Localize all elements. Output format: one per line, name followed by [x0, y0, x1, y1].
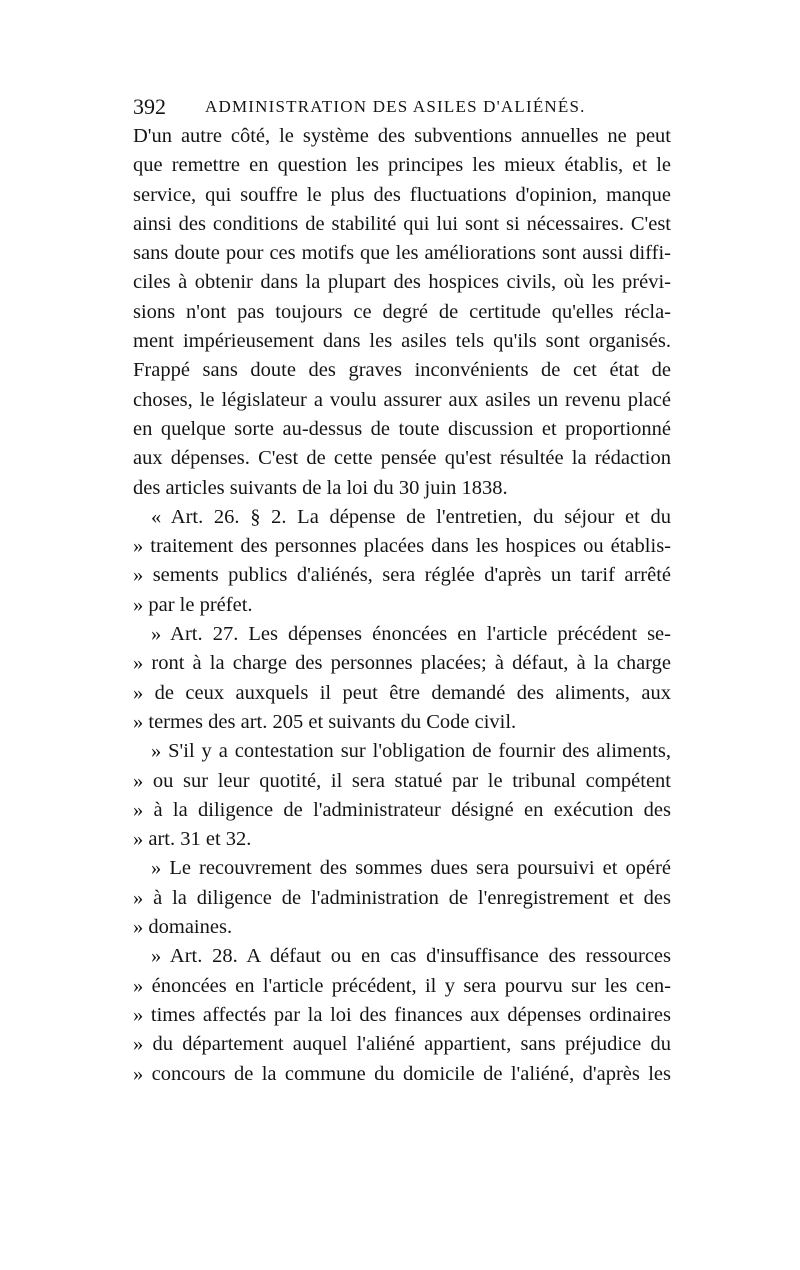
text-line: » ront à la charge des personnes placées; à défaut, à la charge [133, 652, 671, 675]
text-line: » à la diligence de l'administration de l'enregistrement et des [133, 886, 671, 909]
running-title: ADMINISTRATION DES ASILES D'ALIÉNÉS. [205, 97, 586, 116]
text-line: » par le préfet. [133, 593, 253, 616]
text-line: aux dépenses. C'est de cette pensée qu'est résultée la rédaction [133, 447, 671, 470]
text-line: sions n'ont pas toujours ce degré de certitude qu'elles récla- [133, 300, 671, 323]
text-line: ainsi des conditions de stabilité qui lui sont si nécessaires. C'est [133, 212, 671, 235]
body-text [133, 122, 671, 1089]
text-line: » sements publics d'aliénés, sera réglée d'après un tarif arrêté [133, 564, 671, 587]
text-line: » de ceux auxquels il peut être demandé des aliments, aux [133, 681, 671, 704]
text-line: » concours de la commune du domicile de l'aliéné, d'après les [133, 1062, 671, 1085]
text-line: ment impérieusement dans les asiles tels qu'ils sont organisés. [133, 330, 671, 353]
text-line: choses, le législateur a voulu assurer aux asiles un revenu placé [133, 388, 671, 411]
text-line: » énoncées en l'article précédent, il y sera pourvu sur les cen- [133, 974, 671, 997]
text-line: service, qui souffre le plus des fluctuations d'opinion, manque [133, 183, 671, 206]
text-line: » domaines. [133, 916, 233, 939]
text-line: » traitement des personnes placées dans les hospices ou établis- [133, 535, 671, 558]
text-line: » Le recouvrement des sommes dues sera poursuivi et opéré [151, 857, 671, 880]
text-line: des articles suivants de la loi du 30 juin 1838. [133, 476, 508, 499]
text-line: ciles à obtenir dans la plupart des hospices civils, où les prévi- [133, 271, 671, 294]
text-line: » times affectés par la loi des finances aux dépenses ordinaires [133, 1003, 671, 1026]
text-line: Frappé sans doute des graves inconvénients de cet état de [133, 359, 671, 382]
text-line: » Art. 28. A défaut ou en cas d'insuffisance des ressources [151, 945, 671, 968]
text-line: » du département auquel l'aliéné appartient, sans préjudice du [133, 1033, 671, 1056]
text-line: » à la diligence de l'administrateur désigné en exécution des [133, 798, 671, 821]
text-line: que remettre en question les principes les mieux établis, et le [133, 154, 671, 177]
text-line: « Art. 26. § 2. La dépense de l'entretien, du séjour et du [151, 505, 671, 528]
text-line: » ou sur leur quotité, il sera statué par le tribunal compétent [133, 769, 671, 792]
text-line: » Art. 27. Les dépenses énoncées en l'article précédent se- [151, 623, 671, 646]
text-line: sans doute pour ces motifs que les améliorations sont aussi diffi- [133, 242, 671, 265]
page-number: 392 [133, 94, 166, 119]
text-line: D'un autre côté, le système des subventions annuelles ne peut [133, 125, 671, 147]
running-head [133, 92, 671, 122]
text-line: en quelque sorte au-dessus de toute discussion et proportionné [133, 417, 671, 440]
text-line: » S'il y a contestation sur l'obligation de fournir des aliments, [151, 740, 671, 763]
text-line: » termes des art. 205 et suivants du Code civil. [133, 710, 517, 733]
text-line: » art. 31 et 32. [133, 828, 252, 851]
